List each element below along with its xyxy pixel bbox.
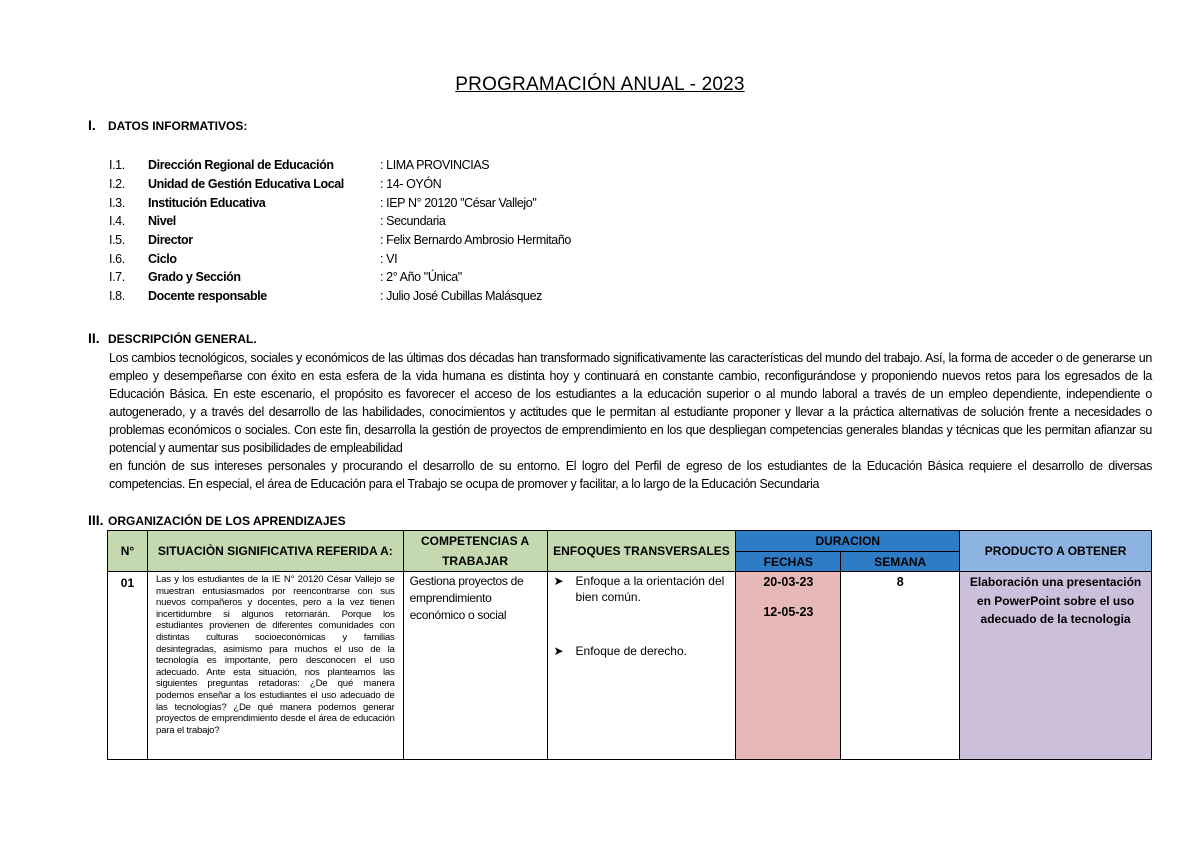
section-3-number: III. xyxy=(88,512,104,528)
row-dates xyxy=(736,572,841,760)
info-value: : Julio José Cubillas Malásquez xyxy=(380,289,542,304)
header-situation xyxy=(147,531,403,572)
info-index: I.2. xyxy=(109,177,125,192)
table-row xyxy=(108,572,1152,760)
header-duration: DURACION xyxy=(736,531,960,552)
row-competency: Gestiona proyectos de emprendimiento económico o social xyxy=(403,572,547,760)
info-label: Director xyxy=(148,233,193,248)
info-row xyxy=(109,249,809,268)
header-competencies: COMPETENCIAS A TRABAJAR xyxy=(403,531,547,572)
info-index: I.1. xyxy=(109,158,125,173)
info-label: Dirección Regional de Educación xyxy=(148,158,334,173)
info-index: I.5. xyxy=(109,233,125,248)
info-row xyxy=(109,175,809,194)
info-value: : VI xyxy=(380,251,398,266)
arrowhead-bullet-icon: ➤ xyxy=(553,574,564,588)
header-product: PRODUCTO A OBTENER xyxy=(960,531,1152,572)
info-row xyxy=(109,287,809,306)
info-label: Ciclo xyxy=(148,251,177,266)
row-product: Elaboración una presentación en PowerPoint sobre el uso adecuado de la tecnologia xyxy=(960,572,1152,760)
header-approaches: ENFOQUES TRANSVERSALES xyxy=(547,531,736,572)
section-2-number: II. xyxy=(88,330,100,346)
description xyxy=(109,349,1152,493)
info-index: I.4. xyxy=(109,214,125,229)
section-3-heading xyxy=(88,512,346,528)
info-label: Institución Educativa xyxy=(148,195,266,210)
section-1-number: I. xyxy=(88,117,96,133)
info-label: Nivel xyxy=(148,214,176,229)
approach-text: Enfoque de derecho. xyxy=(575,644,687,658)
row-weeks: 8 xyxy=(841,572,960,760)
section-1-heading xyxy=(88,117,247,133)
info-index: I.3. xyxy=(109,195,125,210)
info-list xyxy=(109,156,809,306)
info-value: : 2° Año "Única" xyxy=(380,270,462,285)
section-2-heading xyxy=(88,330,257,346)
info-index: I.7. xyxy=(109,270,125,285)
end-date: 12-05-23 xyxy=(763,605,814,619)
info-row xyxy=(109,212,809,231)
info-row xyxy=(109,156,809,175)
header-situation-label: SITUACIÒN SIGNIFICATIVA REFERIDA A: xyxy=(157,544,393,558)
info-row xyxy=(109,193,809,212)
info-label: Docente responsable xyxy=(148,289,267,304)
header-number: N° xyxy=(108,531,148,572)
description-paragraph: Los cambios tecnológicos, sociales y económicos de las últimas dos décadas han transformado significativamente las características del mundo del trabajo. Así, la forma de acceder o de generarse un empleo y desempeñarse con éxito en esta esfera de la vida humana es distinta hoy y continuará en constante cambio, reconfigurándose y proponiendo nuevos retos para los egresados de la Educación Básica. En este escenario, el propósito es favorecer el acceso de los estudiantes a la educación superior o al mundo laboral a través de un empleo dependiente, independiente o autogenerado, y a través del desarrollo de las habilidades, conocimientos y actitudes que le permitan al estudiante proponer y llevar a la práctica alternativas de solución frente a necesidades o problemas económicos o sociales. Con este fin, desarrolla la gestión de proyectos de emprendimiento en los que despliegan competencias generales blandas y técnicas que les permitan afianzar su potencial y aumentar sus posibilidades de empleabilidad xyxy=(109,351,1152,455)
row-approaches xyxy=(547,572,736,760)
section-3-title: ORGANIZACIÓN DE LOS APRENDIZAJES xyxy=(108,514,346,528)
row-situation: Las y los estudiantes de la IE N° 20120 César Vallejo se muestran entusiasmados por reencontrarse con sus nuevos compañeros y docentes, pero a la vez tienen incertidumbre si algunos retornarán. Porque los estudiantes provienen de diferentes comunidades con distintas culturas socioeconómicas y familias desintegradas, asimismo para muchos el uso de la tecnología es importante, pero desconocen el uso adecuado. Ante esta situación, nos planteamos las siguientes preguntas retadoras: ¿De qué manera podemos enseñar a los estudiantes el uso adecuado de las tecnologías? ¿De qué manera podemos generar proyectos de emprendimiento desde el área de educación para el trabajo? xyxy=(147,572,403,760)
info-label: Grado y Sección xyxy=(148,270,241,285)
info-index: I.6. xyxy=(109,251,125,266)
info-value: : Felix Bernardo Ambrosio Hermitaño xyxy=(380,233,571,248)
description-paragraph: en función de sus intereses personales y procurando el desarrollo de su entorno. El logro del Perfil de egreso de los estudiantes de la Educación Básica requiere el desarrollo de diversas competencias. En especial, el área de Educación para el Trabajo se ocupa de promover y facilitar, a lo largo de la Educación Secundaria xyxy=(109,459,1152,491)
section-2-title: DESCRIPCIÓN GENERAL. xyxy=(108,332,257,346)
info-value: : Secundaria xyxy=(380,214,446,229)
approach-text: Enfoque a la orientación del bien común. xyxy=(575,574,725,604)
info-value: : 14- OYÓN xyxy=(380,177,442,192)
info-value: : LIMA PROVINCIAS xyxy=(380,158,490,173)
section-1-title: DATOS INFORMATIVOS: xyxy=(108,119,248,133)
header-dates: FECHAS xyxy=(736,552,841,572)
row-number: 01 xyxy=(108,572,148,760)
info-index: I.8. xyxy=(109,289,125,304)
info-value: : IEP N° 20120 "César Vallejo" xyxy=(380,195,537,210)
info-label: Unidad de Gestión Educativa Local xyxy=(148,177,344,192)
header-weeks: SEMANA xyxy=(841,552,960,572)
page-title: PROGRAMACIÓN ANUAL - 2023 xyxy=(455,74,745,95)
learning-organization-table xyxy=(107,530,1152,760)
info-row xyxy=(109,231,809,250)
start-date: 20-03-23 xyxy=(763,575,814,589)
arrowhead-bullet-icon: ➤ xyxy=(553,644,564,658)
approach-item xyxy=(554,573,730,605)
approach-item xyxy=(554,643,730,659)
info-row xyxy=(109,268,809,287)
